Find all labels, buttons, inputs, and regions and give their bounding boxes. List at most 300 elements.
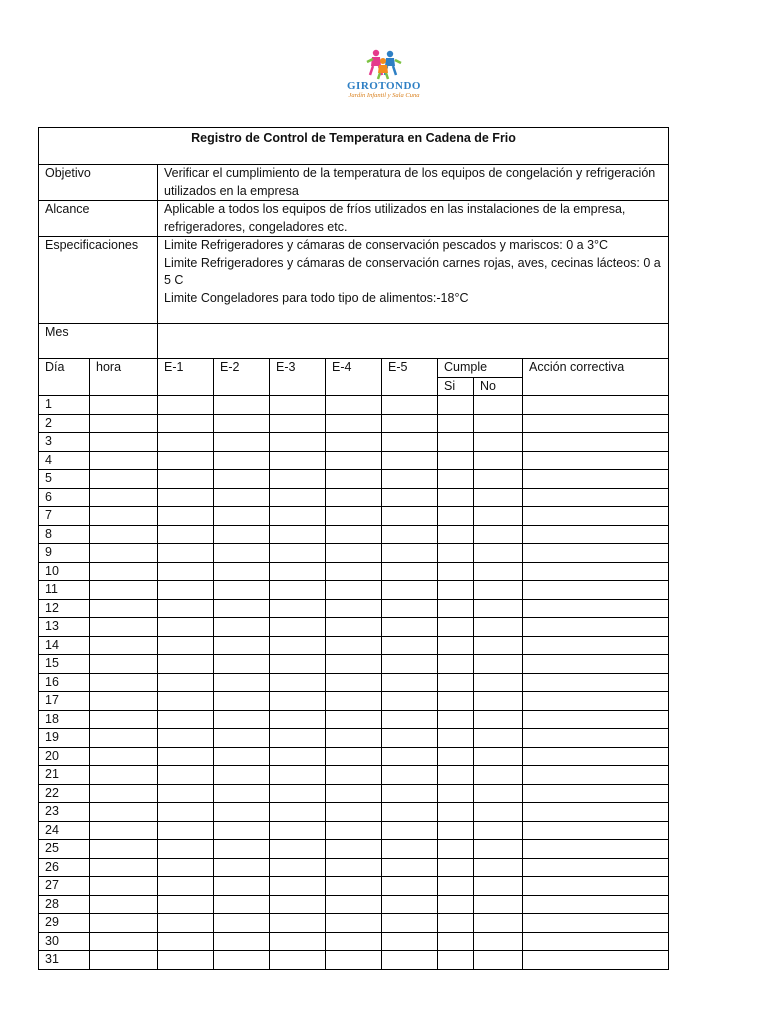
cell-e3[interactable] xyxy=(270,618,326,637)
cell-accion[interactable] xyxy=(523,840,669,859)
cell-no[interactable] xyxy=(474,729,523,748)
cell-e2[interactable] xyxy=(214,840,270,859)
cell-e5[interactable] xyxy=(382,470,438,489)
cell-e2[interactable] xyxy=(214,636,270,655)
cell-si[interactable] xyxy=(438,858,474,877)
cell-e1[interactable] xyxy=(158,581,214,600)
cell-hora[interactable] xyxy=(90,581,158,600)
cell-e3[interactable] xyxy=(270,747,326,766)
cell-no[interactable] xyxy=(474,488,523,507)
cell-no[interactable] xyxy=(474,821,523,840)
cell-e3[interactable] xyxy=(270,932,326,951)
cell-si[interactable] xyxy=(438,821,474,840)
cell-e1[interactable] xyxy=(158,895,214,914)
cell-no[interactable] xyxy=(474,766,523,785)
cell-e4[interactable] xyxy=(326,692,382,711)
cell-no[interactable] xyxy=(474,710,523,729)
cell-accion[interactable] xyxy=(523,710,669,729)
cell-e1[interactable] xyxy=(158,692,214,711)
cell-e1[interactable] xyxy=(158,618,214,637)
cell-e4[interactable] xyxy=(326,470,382,489)
cell-e1[interactable] xyxy=(158,673,214,692)
cell-e4[interactable] xyxy=(326,488,382,507)
cell-no[interactable] xyxy=(474,414,523,433)
day-number: 19 xyxy=(39,729,90,748)
cell-hora[interactable] xyxy=(90,414,158,433)
cell-e5[interactable] xyxy=(382,673,438,692)
cell-no[interactable] xyxy=(474,581,523,600)
cell-e2[interactable] xyxy=(214,396,270,415)
cell-hora[interactable] xyxy=(90,803,158,822)
cell-accion[interactable] xyxy=(523,784,669,803)
cell-accion[interactable] xyxy=(523,433,669,452)
cell-accion[interactable] xyxy=(523,507,669,526)
cell-si[interactable] xyxy=(438,581,474,600)
cell-e5[interactable] xyxy=(382,599,438,618)
cell-e4[interactable] xyxy=(326,636,382,655)
cell-accion[interactable] xyxy=(523,951,669,970)
cell-no[interactable] xyxy=(474,692,523,711)
cell-si[interactable] xyxy=(438,562,474,581)
cell-e3[interactable] xyxy=(270,414,326,433)
cell-e1[interactable] xyxy=(158,544,214,563)
col-header-e4: E-4 xyxy=(326,359,382,396)
cell-e5[interactable] xyxy=(382,692,438,711)
cell-accion[interactable] xyxy=(523,470,669,489)
cell-e5[interactable] xyxy=(382,507,438,526)
cell-e5[interactable] xyxy=(382,618,438,637)
cell-no[interactable] xyxy=(474,951,523,970)
cell-e1[interactable] xyxy=(158,414,214,433)
cell-hora[interactable] xyxy=(90,729,158,748)
day-number: 2 xyxy=(39,414,90,433)
cell-e3[interactable] xyxy=(270,488,326,507)
cell-no[interactable] xyxy=(474,507,523,526)
cell-e5[interactable] xyxy=(382,858,438,877)
cell-accion[interactable] xyxy=(523,932,669,951)
cell-accion[interactable] xyxy=(523,803,669,822)
cell-e5[interactable] xyxy=(382,914,438,933)
col-header-e2: E-2 xyxy=(214,359,270,396)
cell-hora[interactable] xyxy=(90,655,158,674)
cell-si[interactable] xyxy=(438,470,474,489)
cell-accion[interactable] xyxy=(523,821,669,840)
cell-accion[interactable] xyxy=(523,599,669,618)
cell-e1[interactable] xyxy=(158,747,214,766)
cell-e2[interactable] xyxy=(214,488,270,507)
cell-e5[interactable] xyxy=(382,932,438,951)
cell-hora[interactable] xyxy=(90,692,158,711)
cell-no[interactable] xyxy=(474,914,523,933)
cell-e4[interactable] xyxy=(326,803,382,822)
cell-e3[interactable] xyxy=(270,766,326,785)
day-row xyxy=(39,562,669,581)
cell-e3[interactable] xyxy=(270,433,326,452)
cell-e3[interactable] xyxy=(270,599,326,618)
cell-e2[interactable] xyxy=(214,710,270,729)
cell-e3[interactable] xyxy=(270,451,326,470)
cell-no[interactable] xyxy=(474,877,523,896)
cell-hora[interactable] xyxy=(90,766,158,785)
cell-e2[interactable] xyxy=(214,599,270,618)
cell-accion[interactable] xyxy=(523,581,669,600)
cell-hora[interactable] xyxy=(90,396,158,415)
cell-no[interactable] xyxy=(474,562,523,581)
cell-hora[interactable] xyxy=(90,951,158,970)
cell-e5[interactable] xyxy=(382,562,438,581)
day-row xyxy=(39,488,669,507)
cell-si[interactable] xyxy=(438,895,474,914)
cell-si[interactable] xyxy=(438,433,474,452)
cell-e2[interactable] xyxy=(214,729,270,748)
cell-e3[interactable] xyxy=(270,396,326,415)
cell-e2[interactable] xyxy=(214,673,270,692)
cell-e2[interactable] xyxy=(214,747,270,766)
cell-hora[interactable] xyxy=(90,470,158,489)
cell-no[interactable] xyxy=(474,655,523,674)
cell-e2[interactable] xyxy=(214,525,270,544)
day-row xyxy=(39,914,669,933)
day-number: 27 xyxy=(39,877,90,896)
cell-accion[interactable] xyxy=(523,618,669,637)
cell-hora[interactable] xyxy=(90,895,158,914)
cell-si[interactable] xyxy=(438,525,474,544)
cell-e5[interactable] xyxy=(382,877,438,896)
cell-e3[interactable] xyxy=(270,951,326,970)
cell-e4[interactable] xyxy=(326,544,382,563)
cell-e4[interactable] xyxy=(326,507,382,526)
cell-e2[interactable] xyxy=(214,451,270,470)
cell-hora[interactable] xyxy=(90,821,158,840)
cell-e5[interactable] xyxy=(382,784,438,803)
cell-e1[interactable] xyxy=(158,599,214,618)
cell-e3[interactable] xyxy=(270,803,326,822)
col-header-dia: Día xyxy=(39,359,90,396)
cell-no[interactable] xyxy=(474,932,523,951)
cell-e4[interactable] xyxy=(326,729,382,748)
cell-e4[interactable] xyxy=(326,914,382,933)
cell-e1[interactable] xyxy=(158,433,214,452)
cell-e4[interactable] xyxy=(326,581,382,600)
cell-si[interactable] xyxy=(438,747,474,766)
cell-e3[interactable] xyxy=(270,877,326,896)
cell-e4[interactable] xyxy=(326,710,382,729)
cell-e3[interactable] xyxy=(270,729,326,748)
cell-e5[interactable] xyxy=(382,414,438,433)
cell-accion[interactable] xyxy=(523,562,669,581)
cell-e4[interactable] xyxy=(326,525,382,544)
cell-e4[interactable] xyxy=(326,673,382,692)
cell-e5[interactable] xyxy=(382,636,438,655)
cell-e1[interactable] xyxy=(158,858,214,877)
cell-e3[interactable] xyxy=(270,562,326,581)
cell-si[interactable] xyxy=(438,784,474,803)
cell-no[interactable] xyxy=(474,673,523,692)
cell-no[interactable] xyxy=(474,636,523,655)
cell-accion[interactable] xyxy=(523,729,669,748)
cell-si[interactable] xyxy=(438,544,474,563)
cell-e4[interactable] xyxy=(326,951,382,970)
cell-e1[interactable] xyxy=(158,525,214,544)
cell-e2[interactable] xyxy=(214,803,270,822)
cell-e5[interactable] xyxy=(382,766,438,785)
cell-hora[interactable] xyxy=(90,840,158,859)
day-number: 17 xyxy=(39,692,90,711)
cell-accion[interactable] xyxy=(523,895,669,914)
cell-e5[interactable] xyxy=(382,581,438,600)
cell-hora[interactable] xyxy=(90,544,158,563)
cell-e2[interactable] xyxy=(214,544,270,563)
day-number: 12 xyxy=(39,599,90,618)
mes-field[interactable] xyxy=(158,324,669,359)
cell-e2[interactable] xyxy=(214,914,270,933)
cell-e2[interactable] xyxy=(214,507,270,526)
cell-accion[interactable] xyxy=(523,544,669,563)
cell-e2[interactable] xyxy=(214,766,270,785)
cell-e2[interactable] xyxy=(214,821,270,840)
cell-hora[interactable] xyxy=(90,433,158,452)
cell-hora[interactable] xyxy=(90,618,158,637)
cell-no[interactable] xyxy=(474,396,523,415)
day-row xyxy=(39,470,669,489)
cell-e3[interactable] xyxy=(270,507,326,526)
cell-no[interactable] xyxy=(474,895,523,914)
cell-e3[interactable] xyxy=(270,673,326,692)
cell-e3[interactable] xyxy=(270,470,326,489)
day-number: 9 xyxy=(39,544,90,563)
cell-e1[interactable] xyxy=(158,655,214,674)
cell-e4[interactable] xyxy=(326,396,382,415)
cell-e4[interactable] xyxy=(326,599,382,618)
cell-e4[interactable] xyxy=(326,618,382,637)
cell-accion[interactable] xyxy=(523,451,669,470)
cell-e5[interactable] xyxy=(382,710,438,729)
day-row xyxy=(39,396,669,415)
cell-e4[interactable] xyxy=(326,821,382,840)
cell-e4[interactable] xyxy=(326,562,382,581)
cell-e4[interactable] xyxy=(326,858,382,877)
cell-e1[interactable] xyxy=(158,877,214,896)
cell-e4[interactable] xyxy=(326,895,382,914)
cell-si[interactable] xyxy=(438,766,474,785)
cell-e3[interactable] xyxy=(270,636,326,655)
cell-accion[interactable] xyxy=(523,877,669,896)
cell-si[interactable] xyxy=(438,599,474,618)
cell-e4[interactable] xyxy=(326,655,382,674)
cell-hora[interactable] xyxy=(90,451,158,470)
cell-e2[interactable] xyxy=(214,414,270,433)
cell-e5[interactable] xyxy=(382,895,438,914)
cell-no[interactable] xyxy=(474,544,523,563)
cell-e1[interactable] xyxy=(158,784,214,803)
cell-accion[interactable] xyxy=(523,766,669,785)
cell-hora[interactable] xyxy=(90,932,158,951)
cell-accion[interactable] xyxy=(523,488,669,507)
cell-si[interactable] xyxy=(438,414,474,433)
cell-e3[interactable] xyxy=(270,710,326,729)
cell-si[interactable] xyxy=(438,636,474,655)
cell-e5[interactable] xyxy=(382,525,438,544)
cell-no[interactable] xyxy=(474,470,523,489)
cell-si[interactable] xyxy=(438,840,474,859)
cell-e4[interactable] xyxy=(326,433,382,452)
cell-e3[interactable] xyxy=(270,858,326,877)
cell-hora[interactable] xyxy=(90,599,158,618)
cell-si[interactable] xyxy=(438,488,474,507)
cell-e2[interactable] xyxy=(214,433,270,452)
cell-no[interactable] xyxy=(474,803,523,822)
cell-e5[interactable] xyxy=(382,729,438,748)
cell-e2[interactable] xyxy=(214,692,270,711)
cell-e1[interactable] xyxy=(158,932,214,951)
cell-e1[interactable] xyxy=(158,803,214,822)
cell-hora[interactable] xyxy=(90,877,158,896)
cell-si[interactable] xyxy=(438,451,474,470)
cell-accion[interactable] xyxy=(523,747,669,766)
cell-e5[interactable] xyxy=(382,396,438,415)
cell-e2[interactable] xyxy=(214,562,270,581)
cell-hora[interactable] xyxy=(90,914,158,933)
cell-accion[interactable] xyxy=(523,692,669,711)
cell-si[interactable] xyxy=(438,803,474,822)
cell-e2[interactable] xyxy=(214,581,270,600)
cell-e1[interactable] xyxy=(158,951,214,970)
cell-e1[interactable] xyxy=(158,562,214,581)
cell-hora[interactable] xyxy=(90,858,158,877)
cell-e4[interactable] xyxy=(326,451,382,470)
cell-no[interactable] xyxy=(474,840,523,859)
cell-e5[interactable] xyxy=(382,747,438,766)
cell-e2[interactable] xyxy=(214,470,270,489)
cell-hora[interactable] xyxy=(90,562,158,581)
cell-e1[interactable] xyxy=(158,636,214,655)
cell-e4[interactable] xyxy=(326,747,382,766)
cell-hora[interactable] xyxy=(90,525,158,544)
cell-no[interactable] xyxy=(474,451,523,470)
cell-e5[interactable] xyxy=(382,840,438,859)
cell-hora[interactable] xyxy=(90,710,158,729)
cell-e2[interactable] xyxy=(214,618,270,637)
cell-si[interactable] xyxy=(438,877,474,896)
cell-e5[interactable] xyxy=(382,451,438,470)
day-number: 11 xyxy=(39,581,90,600)
cell-si[interactable] xyxy=(438,692,474,711)
cell-e3[interactable] xyxy=(270,821,326,840)
cell-e1[interactable] xyxy=(158,766,214,785)
cell-si[interactable] xyxy=(438,396,474,415)
cell-e4[interactable] xyxy=(326,840,382,859)
cell-e2[interactable] xyxy=(214,932,270,951)
cell-e1[interactable] xyxy=(158,451,214,470)
cell-e1[interactable] xyxy=(158,396,214,415)
cell-e1[interactable] xyxy=(158,729,214,748)
cell-e5[interactable] xyxy=(382,544,438,563)
cell-no[interactable] xyxy=(474,784,523,803)
cell-accion[interactable] xyxy=(523,914,669,933)
cell-no[interactable] xyxy=(474,618,523,637)
cell-e3[interactable] xyxy=(270,544,326,563)
cell-si[interactable] xyxy=(438,618,474,637)
day-number: 28 xyxy=(39,895,90,914)
cell-e3[interactable] xyxy=(270,655,326,674)
day-number: 22 xyxy=(39,784,90,803)
cell-e2[interactable] xyxy=(214,951,270,970)
cell-hora[interactable] xyxy=(90,673,158,692)
cell-e1[interactable] xyxy=(158,914,214,933)
cell-no[interactable] xyxy=(474,433,523,452)
cell-e3[interactable] xyxy=(270,784,326,803)
cell-accion[interactable] xyxy=(523,525,669,544)
mes-label: Mes xyxy=(39,324,158,359)
cell-no[interactable] xyxy=(474,858,523,877)
cell-e3[interactable] xyxy=(270,895,326,914)
cell-hora[interactable] xyxy=(90,747,158,766)
cell-e2[interactable] xyxy=(214,655,270,674)
cell-hora[interactable] xyxy=(90,507,158,526)
cell-si[interactable] xyxy=(438,673,474,692)
cell-hora[interactable] xyxy=(90,636,158,655)
cell-accion[interactable] xyxy=(523,655,669,674)
cell-e3[interactable] xyxy=(270,840,326,859)
cell-e3[interactable] xyxy=(270,581,326,600)
cell-si[interactable] xyxy=(438,655,474,674)
cell-accion[interactable] xyxy=(523,396,669,415)
cell-e1[interactable] xyxy=(158,821,214,840)
cell-accion[interactable] xyxy=(523,673,669,692)
cell-no[interactable] xyxy=(474,525,523,544)
cell-si[interactable] xyxy=(438,932,474,951)
cell-e3[interactable] xyxy=(270,525,326,544)
cell-si[interactable] xyxy=(438,951,474,970)
cell-hora[interactable] xyxy=(90,784,158,803)
cell-si[interactable] xyxy=(438,729,474,748)
cell-accion[interactable] xyxy=(523,414,669,433)
cell-e2[interactable] xyxy=(214,858,270,877)
cell-e5[interactable] xyxy=(382,655,438,674)
cell-e2[interactable] xyxy=(214,895,270,914)
cell-no[interactable] xyxy=(474,747,523,766)
cell-e3[interactable] xyxy=(270,914,326,933)
day-row xyxy=(39,710,669,729)
cell-e1[interactable] xyxy=(158,488,214,507)
cell-no[interactable] xyxy=(474,599,523,618)
cell-accion[interactable] xyxy=(523,858,669,877)
cell-si[interactable] xyxy=(438,914,474,933)
cell-e5[interactable] xyxy=(382,821,438,840)
cell-e4[interactable] xyxy=(326,932,382,951)
cell-e1[interactable] xyxy=(158,507,214,526)
cell-e4[interactable] xyxy=(326,784,382,803)
cell-e5[interactable] xyxy=(382,433,438,452)
cell-e1[interactable] xyxy=(158,470,214,489)
cell-e5[interactable] xyxy=(382,488,438,507)
cell-e4[interactable] xyxy=(326,766,382,785)
cell-e4[interactable] xyxy=(326,414,382,433)
cell-e4[interactable] xyxy=(326,877,382,896)
cell-e2[interactable] xyxy=(214,877,270,896)
day-row xyxy=(39,747,669,766)
cell-e1[interactable] xyxy=(158,710,214,729)
cell-si[interactable] xyxy=(438,710,474,729)
cell-accion[interactable] xyxy=(523,636,669,655)
cell-e3[interactable] xyxy=(270,692,326,711)
cell-hora[interactable] xyxy=(90,488,158,507)
cell-si[interactable] xyxy=(438,507,474,526)
cell-e2[interactable] xyxy=(214,784,270,803)
cell-e1[interactable] xyxy=(158,840,214,859)
cell-e5[interactable] xyxy=(382,951,438,970)
cell-e5[interactable] xyxy=(382,803,438,822)
